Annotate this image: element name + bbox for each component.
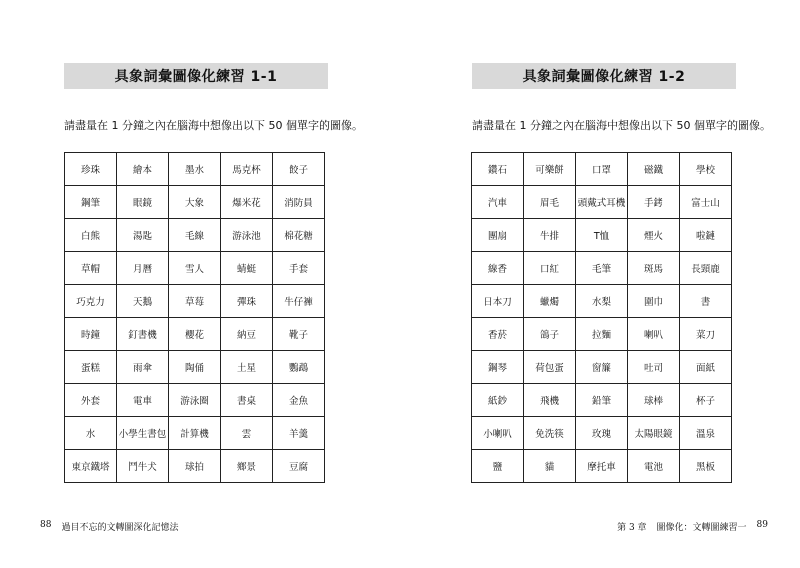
- word-cell: 團扇: [472, 219, 524, 252]
- word-cell: 珍珠: [65, 153, 117, 186]
- word-cell: 啦鏈: [680, 219, 732, 252]
- word-cell: 線香: [472, 252, 524, 285]
- word-cell: 電池: [628, 450, 680, 483]
- word-cell: 草帽: [65, 252, 117, 285]
- word-cell: 太陽眼鏡: [628, 417, 680, 450]
- word-cell: 口紅: [524, 252, 576, 285]
- word-cell: 煙火: [628, 219, 680, 252]
- word-cell: 外套: [65, 384, 117, 417]
- grid-row: [65, 450, 325, 483]
- word-cell: 毛筆: [576, 252, 628, 285]
- word-cell: 杯子: [680, 384, 732, 417]
- word-cell: 消防員: [273, 186, 325, 219]
- word-cell: 雲: [221, 417, 273, 450]
- word-cell: 拉麵: [576, 318, 628, 351]
- word-cell: 天鵝: [117, 285, 169, 318]
- word-cell: 鹽: [472, 450, 524, 483]
- word-cell: 日本刀: [472, 285, 524, 318]
- grid-row: [472, 252, 732, 285]
- grid-row: [472, 417, 732, 450]
- word-cell: 時鐘: [65, 318, 117, 351]
- word-cell: 鉛筆: [576, 384, 628, 417]
- word-cell: 黑板: [680, 450, 732, 483]
- word-cell: 水梨: [576, 285, 628, 318]
- grid-row: [65, 153, 325, 186]
- word-cell: 學校: [680, 153, 732, 186]
- word-cell: 飛機: [524, 384, 576, 417]
- word-cell: 喇叭: [628, 318, 680, 351]
- grid-row: [472, 351, 732, 384]
- word-cell: 蠟燭: [524, 285, 576, 318]
- right-page-number: 89: [756, 520, 768, 530]
- grid-row: [65, 384, 325, 417]
- left-page-instruction: 請盡量在 1 分鐘之內在腦海中想像出以下 50 個單字的圖像。: [64, 119, 363, 132]
- word-cell: 游泳圈: [169, 384, 221, 417]
- word-cell: 大象: [169, 186, 221, 219]
- grid-row: [65, 318, 325, 351]
- grid-row: [65, 417, 325, 450]
- word-cell: 鄉景: [221, 450, 273, 483]
- word-cell: 彈珠: [221, 285, 273, 318]
- word-cell: 陶俑: [169, 351, 221, 384]
- word-cell: 頭戴式耳機: [576, 186, 628, 219]
- word-cell: 眼鏡: [117, 186, 169, 219]
- word-cell: 斑馬: [628, 252, 680, 285]
- word-cell: 磁鐵: [628, 153, 680, 186]
- word-cell: 小喇叭: [472, 417, 524, 450]
- word-cell: 東京鐵塔: [65, 450, 117, 483]
- word-cell: 巧克力: [65, 285, 117, 318]
- word-cell: 釘書機: [117, 318, 169, 351]
- grid-row: [472, 318, 732, 351]
- grid-row: [65, 219, 325, 252]
- word-cell: 牛排: [524, 219, 576, 252]
- word-cell: 球棒: [628, 384, 680, 417]
- grid-row: [472, 285, 732, 318]
- word-cell: 水: [65, 417, 117, 450]
- word-cell: 紙鈔: [472, 384, 524, 417]
- word-cell: 手銬: [628, 186, 680, 219]
- grid-row: [472, 384, 732, 417]
- word-cell: 羊羹: [273, 417, 325, 450]
- grid-row: [65, 351, 325, 384]
- grid-row: [65, 186, 325, 219]
- word-cell: 汽車: [472, 186, 524, 219]
- right-page: [400, 0, 800, 568]
- word-cell: 吐司: [628, 351, 680, 384]
- left-running-title: 過目不忘的文轉圖深化記憶法: [61, 523, 179, 533]
- word-cell: 蛋糕: [65, 351, 117, 384]
- word-cell: 金魚: [273, 384, 325, 417]
- left-word-grid: [64, 152, 325, 483]
- word-cell: 眉毛: [524, 186, 576, 219]
- word-cell: 草莓: [169, 285, 221, 318]
- grid-row: [472, 219, 732, 252]
- word-cell: 香菸: [472, 318, 524, 351]
- word-cell: 荷包蛋: [524, 351, 576, 384]
- grid-row: [65, 285, 325, 318]
- grid-row: [472, 186, 732, 219]
- word-cell: 毛線: [169, 219, 221, 252]
- word-cell: 月曆: [117, 252, 169, 285]
- word-cell: 豆腐: [273, 450, 325, 483]
- word-cell: 富士山: [680, 186, 732, 219]
- word-cell: 墨水: [169, 153, 221, 186]
- word-cell: 櫻花: [169, 318, 221, 351]
- grid-row: [65, 252, 325, 285]
- right-page-footer: [617, 520, 768, 533]
- word-cell: 鋼筆: [65, 186, 117, 219]
- word-cell: 蜻蜓: [221, 252, 273, 285]
- word-cell: 圍巾: [628, 285, 680, 318]
- word-cell: T恤: [576, 219, 628, 252]
- word-cell: 土星: [221, 351, 273, 384]
- word-cell: 鋼琴: [472, 351, 524, 384]
- right-word-grid: [471, 152, 732, 483]
- right-running-title: 圖像化：文轉圖練習一: [656, 523, 747, 533]
- word-cell: 爆米花: [221, 186, 273, 219]
- word-cell: 馬克杯: [221, 153, 273, 186]
- word-cell: 書: [680, 285, 732, 318]
- word-cell: 游泳池: [221, 219, 273, 252]
- word-cell: 繪本: [117, 153, 169, 186]
- word-cell: 手套: [273, 252, 325, 285]
- word-cell: 湯匙: [117, 219, 169, 252]
- word-cell: 可樂餅: [524, 153, 576, 186]
- right-page-title: 具象詞彙圖像化練習 1-2: [472, 63, 736, 89]
- word-cell: 摩托車: [576, 450, 628, 483]
- word-cell: 球拍: [169, 450, 221, 483]
- left-page-title: 具象詞彙圖像化練習 1-1: [64, 63, 328, 89]
- left-page-footer: [40, 520, 178, 533]
- word-cell: 餃子: [273, 153, 325, 186]
- grid-row: [472, 153, 732, 186]
- word-cell: 鸚鵡: [273, 351, 325, 384]
- word-cell: 面紙: [680, 351, 732, 384]
- word-cell: 棉花糖: [273, 219, 325, 252]
- right-page-instruction: 請盡量在 1 分鐘之內在腦海中想像出以下 50 個單字的圖像。: [472, 119, 771, 132]
- word-cell: 雨傘: [117, 351, 169, 384]
- word-cell: 牛仔褲: [273, 285, 325, 318]
- word-cell: 靴子: [273, 318, 325, 351]
- word-cell: 納豆: [221, 318, 273, 351]
- word-cell: 溫泉: [680, 417, 732, 450]
- word-cell: 書桌: [221, 384, 273, 417]
- left-page-number: 88: [40, 520, 52, 530]
- word-cell: 鴿子: [524, 318, 576, 351]
- word-cell: 口罩: [576, 153, 628, 186]
- grid-row: [472, 450, 732, 483]
- word-cell: 白熊: [65, 219, 117, 252]
- word-cell: 長頸鹿: [680, 252, 732, 285]
- word-cell: 電車: [117, 384, 169, 417]
- word-cell: 鬥牛犬: [117, 450, 169, 483]
- word-cell: 窗簾: [576, 351, 628, 384]
- word-cell: 小學生書包: [117, 417, 169, 450]
- word-cell: 計算機: [169, 417, 221, 450]
- word-cell: 貓: [524, 450, 576, 483]
- word-cell: 鑽石: [472, 153, 524, 186]
- word-cell: 菜刀: [680, 318, 732, 351]
- word-cell: 雪人: [169, 252, 221, 285]
- right-chapter: 第 3 章: [617, 523, 647, 533]
- word-cell: 免洗筷: [524, 417, 576, 450]
- word-cell: 玫瑰: [576, 417, 628, 450]
